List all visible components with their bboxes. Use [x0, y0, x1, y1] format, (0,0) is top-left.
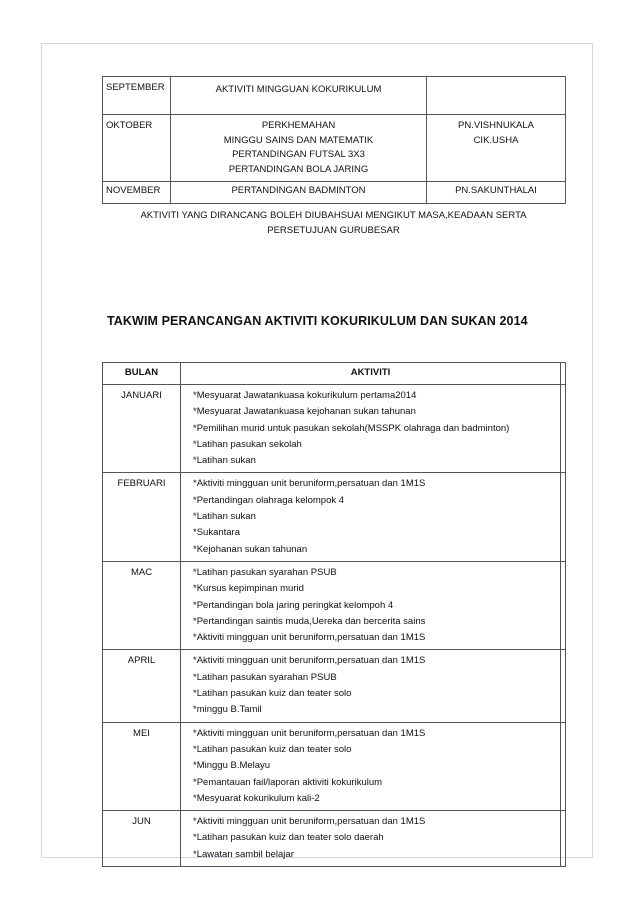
activity-line: PERKHEMAHAN: [261, 120, 336, 131]
activities-cell: [181, 561, 561, 649]
activity-item: *Latihan pasukan kuiz dan teater solo: [193, 688, 352, 700]
activity-item: *Aktiviti mingguan unit beruniform,persatuan dan 1M1S: [193, 632, 426, 644]
takwim-table: [102, 362, 566, 867]
header-spacer: [561, 363, 566, 385]
activity-item: *Latihan pasukan kuiz dan teater solo: [193, 743, 352, 755]
spacer-cell: [561, 811, 566, 867]
activity-item: *Aktiviti mingguan unit beruniform,persatuan dan 1M1S: [193, 816, 426, 828]
activity-item: *Pemilihan murid untuk pasukan sekolah(MSSPK olahraga dan badminton): [193, 422, 510, 434]
header-aktiviti: AKTIVITI: [181, 363, 561, 385]
person-name: PN.SAKUNTHALAI: [455, 185, 537, 196]
schedule-table-continued: [102, 76, 566, 204]
table-row: [103, 650, 566, 722]
activity-item: *Kejohanan sukan tahunan: [193, 543, 308, 555]
header-bulan: BULAN: [103, 363, 181, 385]
table-row: [103, 182, 566, 204]
activity-line: PERTANDINGAN FUTSAL 3X3: [232, 149, 365, 160]
activities-cell: [181, 811, 561, 867]
month-cell: SEPTEMBER: [103, 77, 171, 115]
activity-item: *Latihan pasukan kuiz dan teater solo daerah: [193, 832, 384, 844]
activity-item: *Mesyuarat Jawatankuasa kejohanan sukan tahunan: [193, 406, 416, 418]
table-row: [103, 77, 566, 115]
activity-line: PERTANDINGAN BOLA JARING: [228, 163, 369, 175]
spacer-cell: [561, 561, 566, 649]
person-name: CIK.USHA: [473, 134, 519, 146]
activity-item: *Aktiviti mingguan unit beruniform,persatuan dan 1M1S: [193, 478, 426, 490]
activities-cell: [171, 115, 427, 182]
activity-line: AKTIVITI MINGGUAN KOKURIKULUM: [215, 84, 382, 95]
activity-item: *Minggu B.Melayu: [193, 760, 271, 772]
note-text: [102, 208, 565, 238]
activity-item: *Sukantara: [193, 527, 241, 539]
table-header-row: [103, 363, 566, 385]
table-row: [103, 561, 566, 649]
activity-line: MINGGU SAINS DAN MATEMATIK: [223, 134, 374, 146]
activity-line: PERTANDINGAN BADMINTON: [231, 185, 366, 196]
activity-item: *minggu B.Tamil: [193, 704, 262, 716]
month-cell: JANUARI: [103, 385, 181, 473]
person-cell: [427, 182, 566, 204]
month-cell: JUN: [103, 811, 181, 867]
activities-cell: [181, 473, 561, 561]
note-line: PERSETUJUAN GURUBESAR: [267, 225, 400, 236]
activities-cell: [181, 385, 561, 473]
note-line: AKTIVITI YANG DIRANCANG BOLEH DIUBAHSUAI MENGIKUT MASA,KEADAAN SERTA: [140, 210, 527, 221]
activity-item: *Pemantauan fail/laporan aktiviti kokurikulum: [193, 776, 383, 788]
activities-cell: [181, 650, 561, 722]
table-row: [103, 811, 566, 867]
activity-item: *Pertandingan olahraga kelompok 4: [193, 494, 345, 506]
spacer-cell: [561, 650, 566, 722]
spacer-cell: [561, 385, 566, 473]
person-cell: [427, 77, 566, 115]
activity-item: *Latihan pasukan syarahan PSUB: [193, 566, 337, 578]
month-cell: MAC: [103, 561, 181, 649]
activity-item: *Latihan pasukan sekolah: [193, 438, 302, 450]
section-heading: TAKWIM PERANCANGAN AKTIVITI KOKURIKULUM DAN SUKAN 2014: [107, 314, 528, 328]
activity-item: *Pertandingan bola jaring peringkat kelompoh 4: [193, 599, 394, 611]
activity-item: *Aktiviti mingguan unit beruniform,persatuan dan 1M1S: [193, 655, 426, 667]
month-cell: APRIL: [103, 650, 181, 722]
table-row: [103, 385, 566, 473]
activity-item: *Mesyuarat Jawatankuasa kokurikulum pertama2014: [193, 390, 417, 401]
month-cell: OKTOBER: [103, 115, 171, 182]
activity-item: *Aktiviti mingguan unit beruniform,persatuan dan 1M1S: [193, 727, 426, 739]
month-cell: MEI: [103, 722, 181, 810]
activity-item: *Mesyuarat kokurikulum kali-2: [193, 792, 320, 804]
table-row: [103, 473, 566, 561]
table-row: [103, 722, 566, 810]
activity-item: *Kursus kepimpinan murid: [193, 583, 304, 595]
activity-item: *Latihan sukan: [193, 455, 256, 467]
month-cell: NOVEMBER: [103, 182, 171, 204]
table-row: [103, 115, 566, 182]
spacer-cell: [561, 473, 566, 561]
activities-cell: [171, 182, 427, 204]
person-name: PN.VISHNUKALA: [457, 120, 535, 131]
person-cell: [427, 115, 566, 182]
month-cell: FEBRUARI: [103, 473, 181, 561]
activities-cell: [171, 77, 427, 115]
spacer-cell: [561, 722, 566, 810]
activity-item: *Pertandingan saintis muda,Uereka dan bercerita sains: [193, 615, 426, 627]
activity-item: *Lawatan sambil belajar: [193, 848, 294, 860]
activity-item: *Latihan pasukan syarahan PSUB: [193, 671, 337, 683]
activities-cell: [181, 722, 561, 810]
activity-item: *Latihan sukan: [193, 511, 256, 523]
